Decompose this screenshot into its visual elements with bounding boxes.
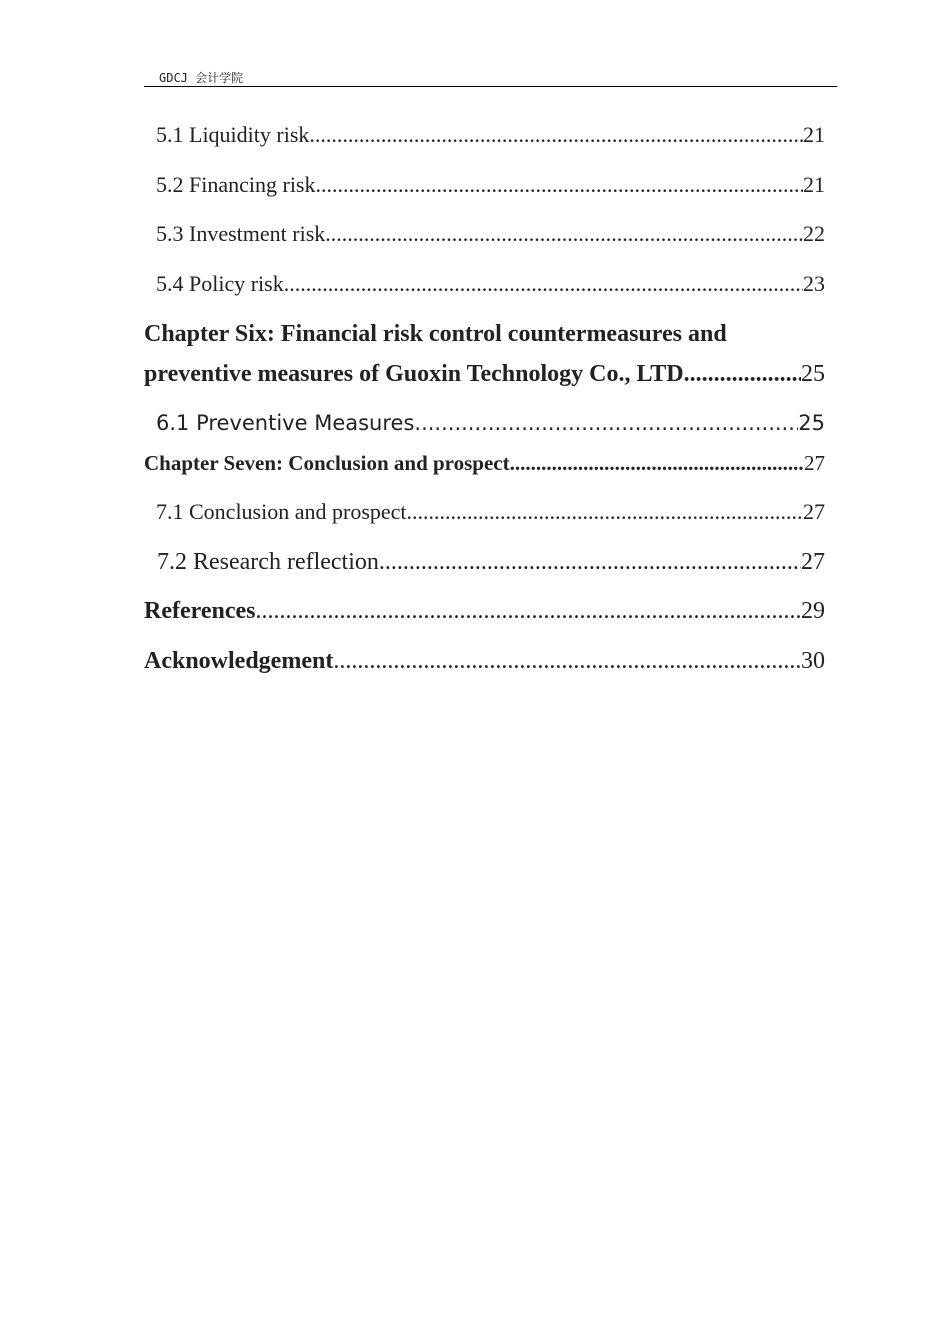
toc-label: 7.1 Conclusion and prospect [156,499,407,524]
dot-leader [316,172,804,198]
dot-leader [510,450,804,476]
header-text: GDCJ 会计学院 [159,71,244,85]
toc-page-number: 29 [801,598,825,624]
toc-page-number: 27 [801,549,825,575]
dot-leader [333,647,801,675]
toc-page-number: 23 [803,271,825,296]
toc-page-number: 25 [801,361,825,387]
toc-entry-5-3[interactable] [156,221,825,247]
toc-page-number: 22 [803,221,825,246]
toc-chapter-six-line1[interactable]: Chapter Six: Financial risk control countermeasures and [144,321,727,347]
toc-page-number: 30 [801,648,825,674]
toc-label: Acknowledgement [144,648,334,674]
toc-entry-acknowledgement[interactable] [144,647,825,675]
toc-page-number: 27 [803,499,825,524]
toc-entry-7-1[interactable] [156,499,825,525]
toc-label: 6.1 Preventive Measures [156,411,415,435]
toc-label: References [144,598,256,624]
toc-label: preventive measures of Guoxin Technology Co., LTD [144,361,684,387]
dot-leader [284,271,803,297]
toc-label: 5.2 Financing risk [156,172,316,197]
toc-entry-chapter-seven[interactable] [144,450,825,476]
toc-entry-5-4[interactable] [156,271,825,297]
dot-leader [309,122,803,148]
toc-entry-chapter-six[interactable] [144,360,825,388]
toc-page-number: 25 [798,411,825,435]
toc-page-number: 21 [803,122,825,147]
toc-page-number: 21 [803,172,825,197]
toc-page-number: 27 [804,451,825,475]
toc-label: 7.2 Research reflection [157,549,379,575]
dot-leader [684,360,801,388]
dot-leader [407,499,803,525]
dot-leader [256,597,802,625]
dot-leader [379,548,801,576]
toc-entry-7-2[interactable] [157,548,825,576]
toc-entry-references[interactable] [144,597,825,625]
toc-entry-6-1[interactable] [156,410,825,436]
dot-leader [414,410,798,436]
toc-entry-5-1[interactable] [156,122,825,148]
toc-entry-5-2[interactable] [156,172,825,198]
toc-label: 5.3 Investment risk [156,221,326,246]
toc-label: Chapter Seven: Conclusion and prospect [144,451,510,475]
dot-leader [325,221,803,247]
toc-label: 5.1 Liquidity risk [156,122,310,147]
toc-label: 5.4 Policy risk [156,271,284,296]
